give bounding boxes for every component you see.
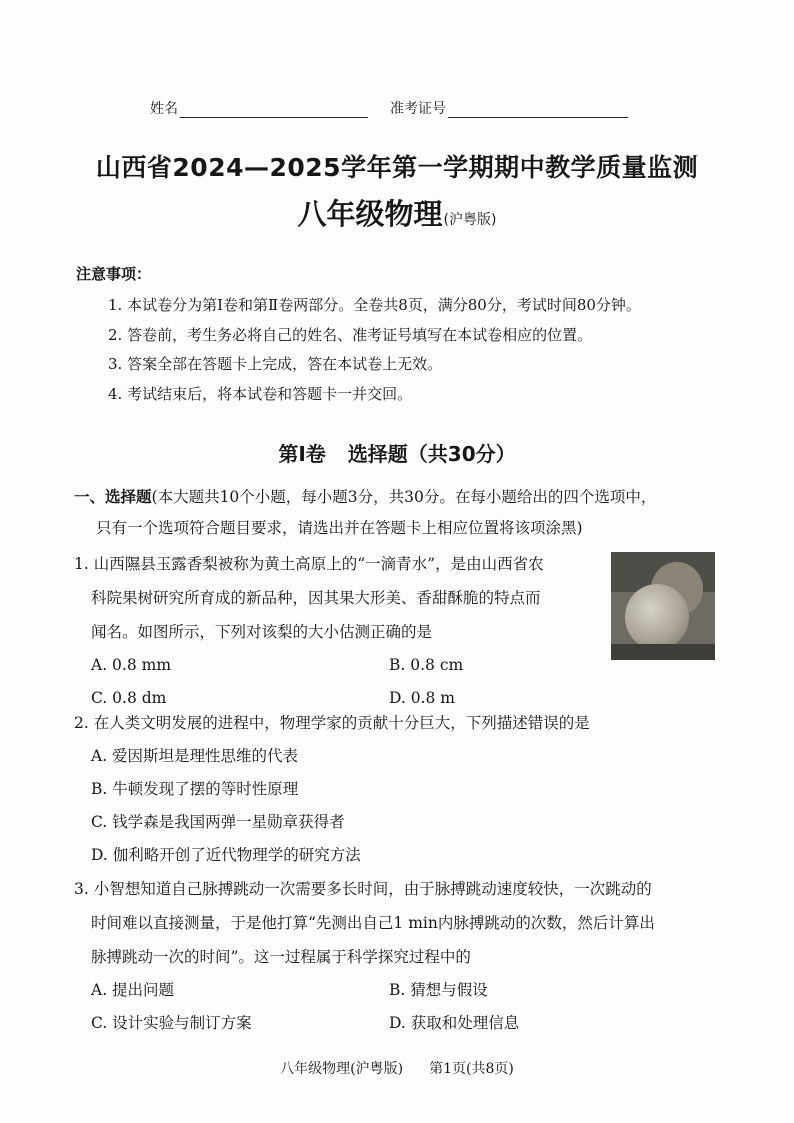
option-a: A. 提出问题 (91, 981, 175, 999)
question-stem-line: 3. 小智想知道自己脉搏跳动一次需要多长时间，由于脉搏跳动速度较快，一次跳动的 (74, 880, 652, 898)
option-d: D. 0.8 m (389, 689, 456, 707)
question-stem-line: 2. 在人类文明发展的进程中，物理学家的贡献十分巨大，下列描述错误的是 (74, 714, 590, 732)
question-3 (74, 872, 687, 1040)
option-d: D. 获取和处理信息 (389, 1014, 520, 1032)
instructions-line1: (本大题共10个小题，每小题3分，共30分。在每小题给出的四个选项中， (151, 488, 657, 506)
question-stem-line: 时间难以直接测量，于是他打算“先测出自己1 min内脉搏跳动的次数，然后计算出 (91, 914, 655, 932)
note-item: 3. 答案全部在答题卡上完成，答在本试卷上无效。 (108, 355, 443, 373)
section-part: 第Ⅰ卷 (278, 442, 326, 466)
notes-heading: 注意事项： (76, 265, 152, 283)
option-b: B. 牛顿发现了摆的等时性原理 (91, 780, 299, 798)
instructions-lead: 一、选择题 (74, 488, 152, 506)
question-stem-line: 科院果树研究所育成的新品种，因其果大形美、香甜酥脆的特点而 (91, 589, 541, 607)
notes-list (108, 291, 641, 409)
exam-id-label: 准考证号 (390, 101, 446, 117)
instructions-line2: 只有一个选项符合题目要求，请选出并在答题卡上相应位置将该项涂黑) (96, 519, 583, 537)
name-label: 姓名 (150, 101, 178, 117)
note-item: 1. 本试卷分为第Ⅰ卷和第Ⅱ卷两部分。全卷共8页，满分80分，考试时间80分钟。 (108, 296, 641, 314)
section-name: 选择题（共30分） (347, 442, 516, 466)
footer-page-number: 第1页(共8页) (429, 1061, 514, 1077)
option-a: A. 爱因斯坦是理性思维的代表 (91, 747, 299, 765)
name-blank (180, 104, 368, 118)
question-2 (74, 706, 590, 872)
option-c: C. 0.8 dm (91, 689, 167, 707)
footer-subject: 八年级物理(沪粤版) (280, 1061, 404, 1077)
exam-subtitle (0, 192, 794, 233)
edition-label: (沪粤版) (443, 212, 497, 228)
option-a: A. 0.8 mm (91, 656, 172, 674)
candidate-info-fields (150, 98, 628, 118)
option-c: C. 钱学森是我国两弹一星勋章获得者 (91, 813, 345, 831)
subject-title: 八年级物理 (297, 197, 443, 231)
question-1 (74, 547, 687, 715)
note-item: 2. 答卷前，考生务必将自己的姓名、准考证号填写在本试卷相应的位置。 (108, 325, 593, 344)
option-b: B. 0.8 cm (389, 656, 464, 674)
question-stem-line: 1. 山西隰县玉露香梨被称为黄土高原上的“一滴青水”，是由山西省农 (74, 555, 544, 573)
page-footer (0, 1058, 794, 1078)
option-c: C. 设计实验与制订方案 (91, 1014, 252, 1032)
section-heading (0, 438, 794, 467)
question-stem-line: 脉搏跳动一次的时间”。这一过程属于科学探究过程中的 (91, 948, 471, 966)
option-d: D. 伽利略开创了近代物理学的研究方法 (91, 846, 361, 864)
question-stem-line: 闻名。如图所示，下列对该梨的大小估测正确的是 (91, 623, 433, 641)
option-b: B. 猜想与假设 (389, 981, 488, 999)
note-item: 4. 考试结束后，将本试卷和答题卡一并交回。 (108, 384, 413, 403)
choice-instructions (74, 482, 734, 544)
pear-photo (611, 552, 715, 660)
exam-title: 山西省2024—2025学年第一学期期中教学质量监测 (95, 153, 699, 182)
exam-id-blank (448, 104, 628, 118)
